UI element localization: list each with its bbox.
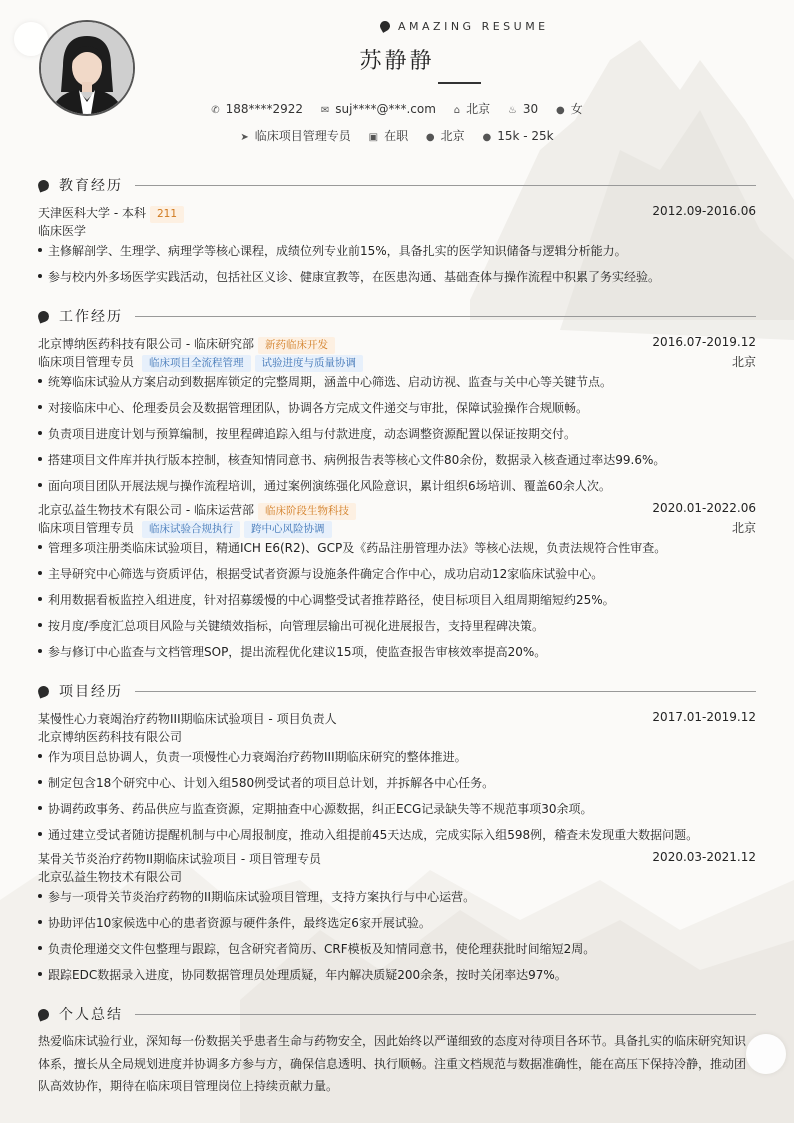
list-item: 通过建立受试者随访提醒机制与中心周报制度，推动入组提前45天达成，完成实际入组598例，稽查未发现重大数据问题。 bbox=[38, 826, 756, 843]
list-item: 作为项目总协调人，负责一项慢性心力衰竭治疗药物III期临床研究的整体推进。 bbox=[38, 748, 756, 765]
contact-gender: ● 女 bbox=[556, 102, 583, 116]
resume-tagline bbox=[380, 20, 549, 33]
leaf-icon bbox=[36, 1007, 50, 1021]
contact-row-2 bbox=[0, 127, 794, 144]
project-org: 北京弘益生物技术有限公司 bbox=[38, 870, 183, 884]
company-tag: 新药临床开发 bbox=[258, 337, 335, 354]
school-tag: 211 bbox=[150, 206, 184, 223]
role-tag: 试验进度与质量协调 bbox=[255, 355, 364, 372]
contact-email: ✉ suj****@***.com bbox=[320, 102, 436, 116]
candidate-name: 苏静静 bbox=[359, 49, 435, 74]
role-title: 临床项目管理专员 bbox=[38, 521, 135, 535]
list-item: 主修解剖学、生理学、病理学等核心课程，成绩位列专业前15%，具备扎实的医学知识储备与逻辑分析能力。 bbox=[38, 242, 756, 259]
role-tag: 临床试验合规执行 bbox=[142, 521, 240, 538]
contact-salary: ● 15k - 25k bbox=[482, 129, 554, 143]
project-title: 某骨关节炎治疗药物II期临床试验项目 - 项目管理专员 bbox=[38, 852, 322, 866]
section-summary-title: 个人总结 bbox=[38, 1004, 756, 1024]
list-item: 参与修订中心监查与文档管理SOP，提出流程优化建议15项，使监查报告审核效率提高20%。 bbox=[38, 643, 756, 660]
name-underline bbox=[438, 82, 481, 84]
leaf-icon bbox=[36, 178, 50, 192]
leaf-icon bbox=[378, 19, 392, 33]
home-icon: ⌂ bbox=[453, 105, 461, 116]
work-date: 2016.07-2019.12 bbox=[652, 335, 756, 349]
project-title-row bbox=[38, 710, 756, 727]
list-item: 主导研究中心筛选与资质评估，根据受试者资源与设施条件确定合作中心，成功启动12家临床试验中心。 bbox=[38, 565, 756, 582]
leaf-icon bbox=[36, 684, 50, 698]
role-tag: 跨中心风险协调 bbox=[244, 521, 332, 538]
list-item: 制定包含18个研究中心、计划入组580例受试者的项目总计划，并拆解各中心任务。 bbox=[38, 774, 756, 791]
section-divider bbox=[135, 1014, 756, 1015]
section-education-title: 教育经历 bbox=[38, 175, 756, 195]
gender-icon: ● bbox=[556, 105, 565, 116]
contact-phone: ✆ 188****2922 bbox=[211, 102, 304, 116]
list-item: 搭建项目文件库并执行版本控制，核查知情同意书、病例报告表等核心文件80余份，数据录入核查通过率达99.6%。 bbox=[38, 451, 756, 468]
list-item: 统筹临床试验从方案启动到数据库锁定的完整周期，涵盖中心筛选、启动访视、监查与关中心等关键节点。 bbox=[38, 373, 756, 390]
mail-icon: ✉ bbox=[320, 105, 330, 116]
send-icon: ➤ bbox=[240, 132, 249, 143]
project-date: 2020.03-2021.12 bbox=[652, 850, 756, 864]
section-divider bbox=[135, 185, 756, 186]
list-item: 利用数据看板监控入组进度，针对招募缓慢的中心调整受试者推荐路径，使目标项目入组周期缩短约25%。 bbox=[38, 591, 756, 608]
work-city: 北京 bbox=[731, 355, 756, 369]
section-work-title: 工作经历 bbox=[38, 306, 756, 326]
education-major: 临床医学 bbox=[38, 224, 87, 238]
phone-icon: ✆ bbox=[211, 105, 220, 116]
project-title-row bbox=[38, 850, 756, 867]
summary-text: 热爱临床试验行业，深知每一份数据关乎患者生命与药物安全，因此始终以严谨细致的态度对待项目各环节。具备扎实的临床研究知识体系，擅长从全局规划进度并协调多方参与方，确保信息透明、执行顺畅。注重文档规范与数据准确性，能在高压下保持冷静，推动团队高效协作，期待在临床项目管理岗位上持续贡献力量。 bbox=[38, 1034, 747, 1093]
list-item: 按月度/季度汇总项目风险与关键绩效指标，向管理层输出可视化进展报告，支持里程碑决策。 bbox=[38, 617, 756, 634]
list-item: 参与校内外多场医学实践活动，包括社区义诊、健康宣教等，在医患沟通、基础查体与操作流程中积累了务实经验。 bbox=[38, 268, 756, 285]
work-role-row bbox=[38, 519, 756, 538]
section-divider bbox=[135, 316, 756, 317]
section-divider bbox=[135, 691, 756, 692]
list-item: 管理多项注册类临床试验项目，精通ICH E6(R2)、GCP及《药品注册管理办法》等核心法规，负责法规符合性审查。 bbox=[38, 539, 756, 556]
list-item: 跟踪EDC数据录入进度，协同数据管理员处理质疑，年内解决质疑200余条，按时关闭率达97%。 bbox=[38, 966, 756, 983]
list-item: 协调药政事务、药品供应与监查资源，定期抽查中心源数据，纠正ECG记录缺失等不规范事项30余项。 bbox=[38, 800, 756, 817]
section-project-title: 项目经历 bbox=[38, 681, 756, 701]
work-role-row bbox=[38, 353, 756, 372]
education-date: 2012.09-2016.06 bbox=[652, 204, 756, 218]
contact-city: ⌂ 北京 bbox=[453, 102, 491, 116]
money-icon: ● bbox=[482, 132, 492, 143]
contact-row-1 bbox=[0, 100, 794, 117]
role-tag: 临床项目全流程管理 bbox=[142, 355, 251, 372]
school-name: 天津医科大学 - 本科 bbox=[38, 206, 146, 220]
project-title: 某慢性心力衰竭治疗药物III期临床试验项目 - 项目负责人 bbox=[38, 712, 337, 726]
list-item: 负责伦理递交文件包整理与跟踪，包含研究者简历、CRF模板及知情同意书，使伦理获批时间缩短2周。 bbox=[38, 940, 756, 957]
contact-age: ♨ 30 bbox=[507, 102, 539, 116]
project-org: 北京博纳医药科技有限公司 bbox=[38, 730, 183, 744]
contact-location: ● 北京 bbox=[425, 129, 465, 143]
work-company-row bbox=[38, 501, 756, 520]
list-item: 参与一项骨关节炎治疗药物的II期临床试验项目管理，支持方案执行与中心运营。 bbox=[38, 888, 756, 905]
briefcase-icon: ▣ bbox=[368, 132, 379, 143]
list-item: 面向项目团队开展法规与操作流程培训，通过案例演练强化风险意识，累计组织6场培训、覆盖60余人次。 bbox=[38, 477, 756, 494]
company-name: 北京博纳医药科技有限公司 - 临床研究部 bbox=[38, 337, 254, 351]
contact-status: ▣ 在职 bbox=[368, 129, 409, 143]
work-company-row bbox=[38, 335, 756, 354]
cake-icon: ♨ bbox=[507, 105, 517, 116]
work-city: 北京 bbox=[731, 521, 756, 535]
list-item: 协助评估10家候选中心的患者资源与硬件条件，最终选定6家开展试验。 bbox=[38, 914, 756, 931]
contact-target-role: ➤ 临床项目管理专员 bbox=[240, 129, 351, 143]
company-tag: 临床阶段生物科技 bbox=[258, 503, 356, 520]
tagline-text: AMAZING RESUME bbox=[398, 20, 549, 33]
education-school-row bbox=[38, 204, 756, 223]
location-icon: ● bbox=[425, 132, 435, 143]
project-date: 2017.01-2019.12 bbox=[652, 710, 756, 724]
work-date: 2020.01-2022.06 bbox=[652, 501, 756, 515]
company-name: 北京弘益生物技术有限公司 - 临床运营部 bbox=[38, 503, 254, 517]
leaf-icon bbox=[36, 309, 50, 323]
role-title: 临床项目管理专员 bbox=[38, 355, 135, 369]
list-item: 负责项目进度计划与预算编制，按里程碑追踪入组与付款进度，动态调整资源配置以保证按期交付。 bbox=[38, 425, 756, 442]
list-item: 对接临床中心、伦理委员会及数据管理团队，协调各方完成文件递交与审批，保障试验操作合规顺畅。 bbox=[38, 399, 756, 416]
